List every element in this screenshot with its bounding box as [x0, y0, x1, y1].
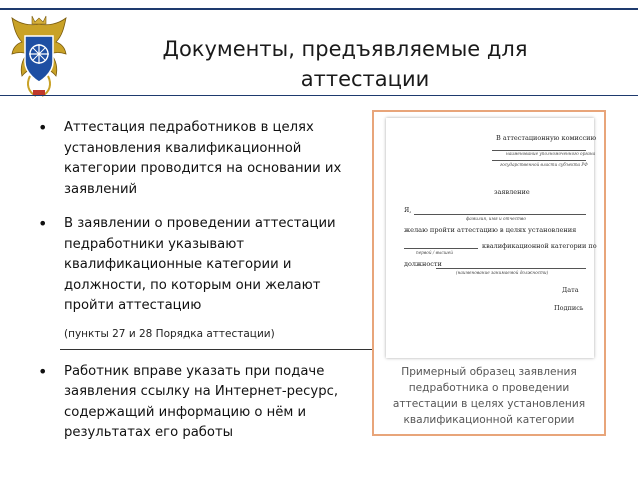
doc-body-line-2: квалификационной категории по — [482, 242, 597, 250]
doc-heading: заявление — [494, 188, 530, 196]
title-divider — [0, 95, 638, 96]
bullet-item — [30, 118, 350, 200]
doc-body-line-1: желаю пройти аттестацию в целях установления — [404, 226, 577, 234]
doc-field-line — [436, 268, 586, 269]
bullet-marker: • — [38, 361, 48, 381]
bullet-text: Аттестация педработников в целях установления квалификационной категории проводится на основании их заявлений — [64, 120, 342, 197]
bullet-marker: • — [38, 214, 48, 233]
bullet-marker: • — [38, 118, 48, 137]
bullet-text: Работник вправе указать при подаче заявления ссылку на Интернет-ресурс, содержащий информацию о нём и результатах его работы — [64, 363, 339, 440]
sample-document-page — [386, 118, 597, 358]
sample-document-frame — [372, 110, 606, 436]
doc-position-label: должности — [404, 260, 442, 268]
page-title — [120, 34, 570, 94]
bullet-item — [30, 362, 350, 444]
doc-field-line — [414, 214, 586, 215]
top-accent-line — [0, 8, 638, 10]
double-headed-eagle-emblem-icon — [8, 14, 70, 100]
doc-addressee-caption-1: наименование уполномоченного органа — [506, 151, 596, 156]
title-line-1: Документы, предъявляемые для — [162, 37, 528, 61]
bullet-item — [30, 214, 350, 317]
doc-field-line — [404, 248, 478, 249]
doc-ya: Я, — [404, 206, 412, 214]
doc-position-caption: (наименование занимаемой должности) — [456, 270, 549, 275]
doc-addressee: В аттестационную комиссию — [496, 134, 597, 142]
note-divider — [60, 349, 376, 350]
source-note: (пункты 27 и 28 Порядка аттестации) — [64, 327, 275, 340]
sample-document-caption: Примерный образец заявления педработника о проведении аттестации в целях установления квалификационной категории — [392, 366, 586, 426]
bullet-list — [30, 118, 350, 444]
doc-date-label: Дата — [562, 286, 579, 294]
doc-category-caption: первой / высшей — [416, 250, 453, 255]
bullet-text: В заявлении о проведении аттестации педработники указывают квалификационные категории и должности, по которым они желают пройти аттестацию — [64, 216, 336, 313]
doc-addressee-caption-2: государственной власти субъекта РФ — [500, 162, 588, 167]
title-line-2: аттестации — [300, 67, 430, 91]
doc-name-caption: фамилия, имя и отчество — [466, 216, 526, 221]
doc-field-line — [492, 160, 586, 161]
doc-signature-label: Подпись — [554, 304, 584, 312]
